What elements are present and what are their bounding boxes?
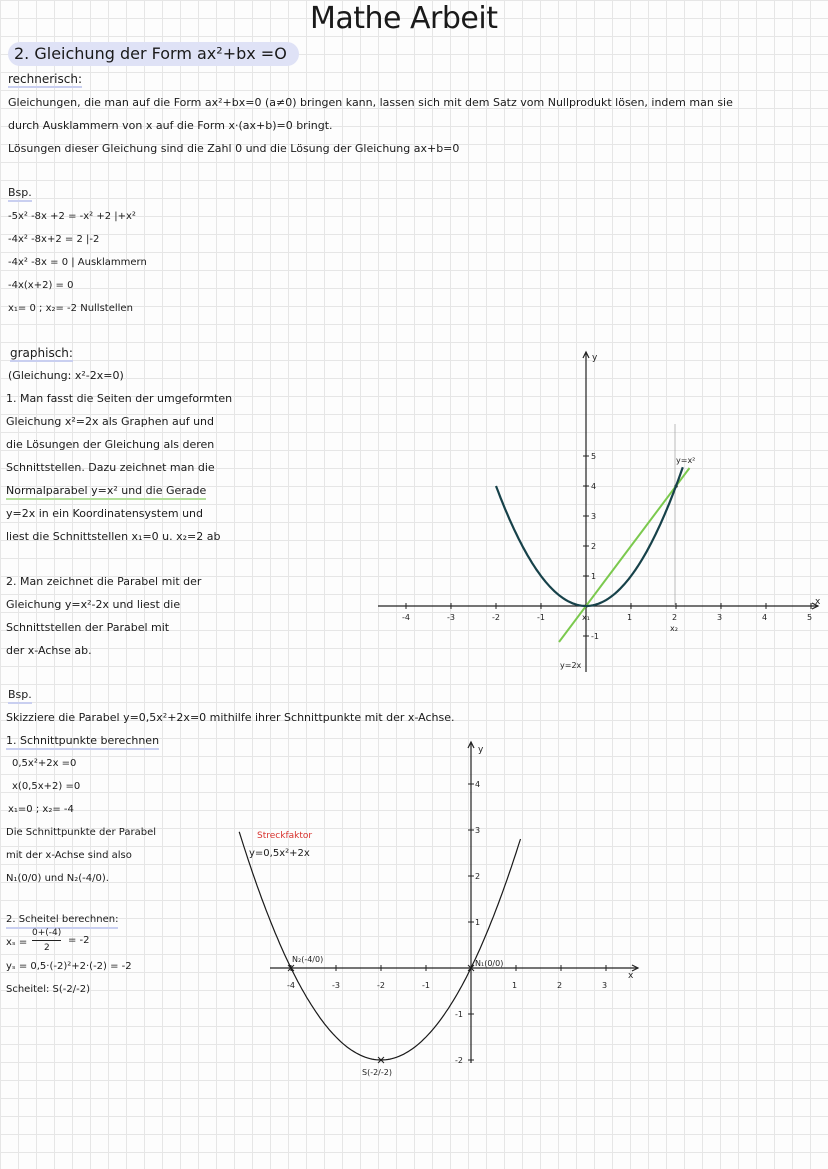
intro-line-1: Gleichungen, die man auf die Form ax²+bx=0 (a≠0) bringen kann, lassen sich mit dem Satz vom Nullprodukt lösen, indem man sie — [8, 96, 733, 109]
graph1-x-tick-label: x₁ — [582, 613, 590, 622]
step1-line: Gleichung x²=2x als Graphen auf und — [6, 415, 214, 428]
graph2-y-tick-label: -1 — [455, 1010, 463, 1019]
graph2-x-tick-label: -2 — [377, 981, 385, 990]
graph2-x-tick-label: -1 — [422, 981, 430, 990]
example2-line: 0,5x²+2x =0 — [12, 758, 77, 769]
graph1-parabola-label: y=x² — [676, 456, 696, 465]
step1-line: y=2x in ein Koordinatensystem und — [6, 507, 203, 520]
graph1-x-tick-label: -1 — [537, 613, 545, 622]
graph1-x-tick-label: 5 — [807, 613, 813, 622]
graph2-y-tick-label: 4 — [475, 780, 481, 789]
graph2-n2-label: N₂(-4/0) — [292, 955, 324, 964]
step1-line: die Lösungen der Gleichung als deren — [6, 438, 215, 451]
step2-line: der x-Achse ab. — [6, 644, 92, 657]
graph2-x-tick-label: 3 — [602, 981, 608, 990]
graph2-x-tick-label: -3 — [332, 981, 340, 990]
graph2-x-tick-label: 2 — [557, 981, 563, 990]
graph1-y-tick-label: 1 — [591, 572, 597, 581]
graph1-x-tick-label: -2 — [492, 613, 500, 622]
graph2-y-tick-label: 1 — [475, 918, 481, 927]
step1-line: Normalparabel y=x² und die Gerade — [6, 484, 206, 500]
graph2-y-tick-label: 3 — [475, 826, 481, 835]
xs-numerator: 0+(-4) — [32, 926, 61, 941]
xs-result: = -2 — [68, 935, 90, 946]
example1-line: -5x² -8x +2 = -x² +2 |+x² — [8, 211, 136, 222]
graph1-x-tick-label: -4 — [402, 613, 410, 622]
example2-result: N₁(0/0) und N₂(-4/0). — [6, 873, 109, 884]
graph2-n1-label: N₁(0/0) — [475, 959, 504, 968]
graphisch-equation: (Gleichung: x²-2x=0) — [8, 369, 124, 382]
example2-label: Bsp. — [8, 688, 32, 704]
example2-result: mit der x-Achse sind also — [6, 850, 132, 861]
graph1-y-tick-label: 4 — [591, 482, 597, 491]
graph2-x-tick-label: -4 — [287, 981, 295, 990]
intro-line-3: Lösungen dieser Gleichung sind die Zahl 0 und die Lösung der Gleichung ax+b=0 — [8, 142, 460, 155]
example2-result: Die Schnittpunkte der Parabel — [6, 827, 157, 838]
step1-line: liest die Schnittstellen x₁=0 u. x₂=2 ab — [6, 530, 221, 543]
graph1-y-tick-label: 2 — [591, 542, 597, 551]
graph2-x-tick-label: 1 — [512, 981, 518, 990]
section-heading: 2. Gleichung der Form ax²+bx =O — [8, 42, 299, 66]
intro-line-2: durch Ausklammern von x auf die Form x·(ax+b)=0 bringt. — [8, 119, 333, 132]
xs-denominator: 2 — [44, 943, 50, 953]
example1-line: x₁= 0 ; x₂= -2 Nullstellen — [8, 303, 133, 314]
example1-label: Bsp. — [8, 186, 32, 202]
graph2-equation: y=0,5x²+2x — [249, 848, 310, 859]
example2-task: Skizziere die Parabel y=0,5x²+2x=0 mithilfe ihrer Schnittpunkte mit der x-Achse. — [6, 711, 455, 724]
step2-line: 2. Man zeichnet die Parabel mit der — [6, 575, 202, 588]
graph1-x-label: x — [815, 597, 821, 607]
graph2-y-tick-label: 2 — [475, 872, 481, 881]
example1-line: -4x(x+2) = 0 — [8, 280, 74, 291]
graph1-y-label: y — [592, 353, 598, 363]
graph1-x-tick-label: 1 — [627, 613, 633, 622]
graphisch-label: graphisch: — [10, 346, 73, 360]
graph1-x-tick-label: 2 — [672, 613, 678, 622]
page-title: Mathe Arbeit — [310, 1, 498, 36]
graph1-x2-label: x₂ — [670, 624, 678, 633]
step2-line: Schnittstellen der Parabel mit — [6, 621, 170, 634]
graph1-x-tick-label: 4 — [762, 613, 768, 622]
graph1-y-tick-label: 3 — [591, 512, 597, 521]
graph1-line-label: y=2x — [560, 661, 582, 670]
example2-line: x₁=0 ; x₂= -4 — [8, 804, 74, 815]
graph1-y-tick-label: 5 — [591, 452, 597, 461]
graph2-x-label: x — [628, 971, 634, 981]
example2-line: x(0,5x+2) =0 — [12, 781, 81, 792]
graph2-y-tick-label: -2 — [455, 1056, 463, 1065]
example1-line: -4x² -8x+2 = 2 |-2 — [8, 234, 100, 245]
scheitel-line: Scheitel: S(-2/-2) — [6, 984, 90, 995]
xs-label: xₛ = — [6, 937, 28, 948]
step1-line: 1. Man fasst die Seiten der umgeformten — [6, 392, 233, 405]
graph1-x-tick-label: 3 — [717, 613, 723, 622]
graph2-parabola — [239, 832, 520, 1060]
graph2-y-label: y — [478, 745, 484, 755]
step1-line: Schnittstellen. Dazu zeichnet man die — [6, 461, 215, 474]
example1-line: -4x² -8x = 0 | Ausklammern — [8, 257, 147, 268]
ys-line: yₛ = 0,5·(-2)²+2·(-2) = -2 — [6, 961, 132, 972]
example2-sub1: 1. Schnittpunkte berechnen — [6, 734, 159, 750]
graph1-y-tick-label: -1 — [591, 632, 599, 641]
graph2-vertex-label: S(-2/-2) — [362, 1068, 392, 1077]
step2-line: Gleichung y=x²-2x und liest die — [6, 598, 181, 611]
graph1-x-tick-label: -3 — [447, 613, 455, 622]
streckfaktor-label: Streckfaktor — [257, 831, 313, 841]
rechnerisch-label: rechnerisch: — [8, 72, 83, 86]
example2-sub2: 2. Scheitel berechnen: — [6, 913, 118, 929]
